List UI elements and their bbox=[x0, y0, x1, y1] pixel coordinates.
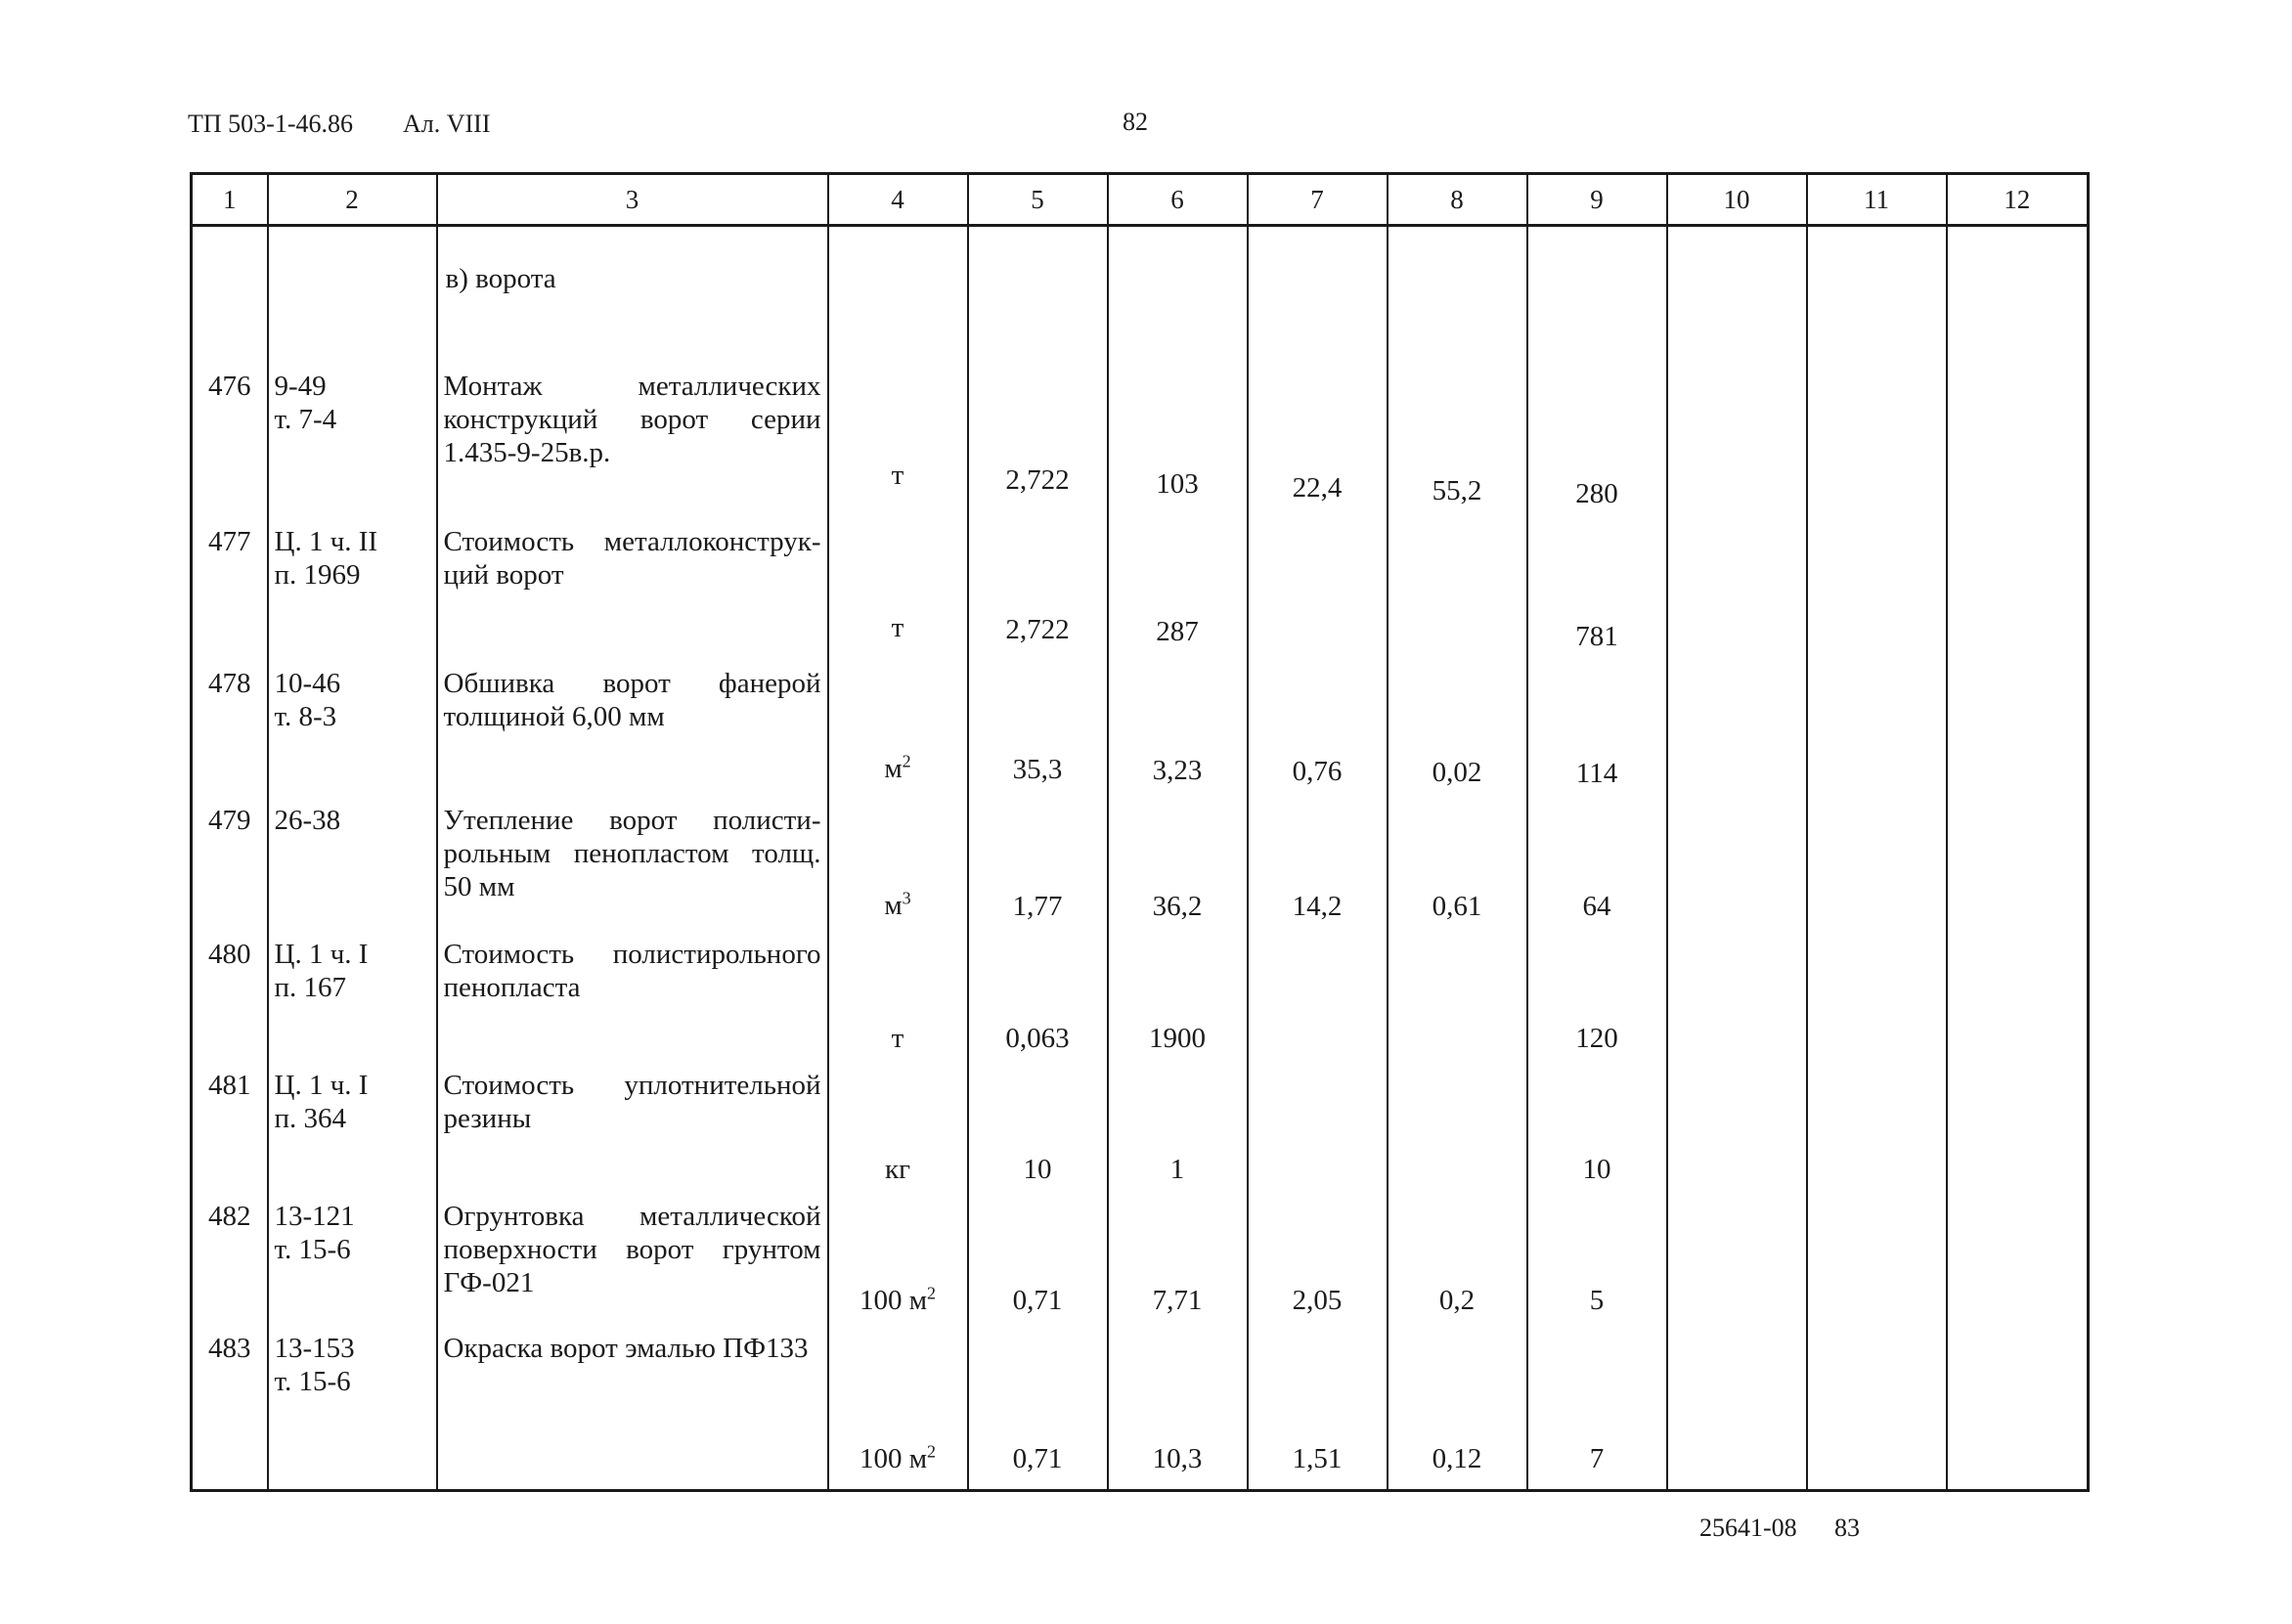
work-description: Утепление ворот полисти-рольным пенопластом толщ. 50 мм bbox=[437, 804, 828, 937]
row-number: 476 bbox=[192, 370, 268, 524]
machines bbox=[1388, 1069, 1527, 1200]
total-cost bbox=[1527, 938, 1667, 1069]
table-row bbox=[192, 1200, 2089, 1331]
machines-value: 0,12 bbox=[1432, 1442, 1482, 1474]
header-row bbox=[192, 174, 2089, 226]
quantity-value: 2,722 bbox=[1005, 464, 1070, 497]
quantity-value: 10 bbox=[1023, 1153, 1052, 1185]
total-cost-value: 5 bbox=[1589, 1285, 1605, 1317]
work-description: Стоимость уплотнительной резины bbox=[437, 1069, 828, 1200]
norm-reference bbox=[268, 804, 437, 937]
empty-cell bbox=[1947, 525, 2089, 667]
column-header: 12 bbox=[1947, 174, 2089, 226]
unit-cost bbox=[1108, 525, 1248, 667]
row-number: 480 bbox=[192, 938, 268, 1069]
unit-value: 100 $м^2$ bbox=[859, 1440, 937, 1474]
norm-reference bbox=[268, 525, 437, 667]
row-number: 477 bbox=[192, 525, 268, 667]
empty-cell bbox=[1807, 804, 1947, 937]
column-header: 7 bbox=[1248, 174, 1388, 226]
empty-cell bbox=[1947, 1200, 2089, 1331]
unit bbox=[828, 370, 968, 524]
machines-value: 0,61 bbox=[1432, 891, 1482, 923]
page-number: 82 bbox=[1123, 108, 1148, 136]
unit-cost bbox=[1108, 667, 1248, 804]
quantity-value: 2,722 bbox=[1005, 613, 1070, 645]
empty-cell bbox=[1807, 1069, 1947, 1200]
unit-cost-value: 3,23 bbox=[1152, 755, 1203, 787]
table-row bbox=[192, 370, 2089, 524]
wages-value: 2,05 bbox=[1292, 1285, 1343, 1317]
table-row bbox=[192, 1332, 2089, 1491]
wages bbox=[1248, 667, 1388, 804]
wages bbox=[1248, 1332, 1388, 1491]
column-header: 4 bbox=[828, 174, 968, 226]
wages-value: 0,76 bbox=[1292, 756, 1343, 788]
total-cost-value: 781 bbox=[1575, 620, 1618, 652]
norm-reference-line2: т. 15-6 bbox=[274, 1365, 351, 1397]
section-row bbox=[192, 226, 2089, 371]
column-header: 9 bbox=[1527, 174, 1667, 226]
empty-cell bbox=[1947, 370, 2089, 524]
estimate-table bbox=[190, 172, 2090, 1492]
norm-reference bbox=[268, 370, 437, 524]
norm-reference-line2: т. 15-6 bbox=[274, 1234, 351, 1266]
norm-reference-line2: п. 167 bbox=[274, 971, 347, 1003]
total-cost-value: 120 bbox=[1575, 1022, 1618, 1054]
row-number: 478 bbox=[192, 667, 268, 804]
unit-cost-value: 103 bbox=[1156, 468, 1199, 501]
empty-cell bbox=[1947, 667, 2089, 804]
norm-reference-line1: 9-49 bbox=[274, 371, 327, 403]
norm-reference-line1: 10-46 bbox=[274, 668, 341, 700]
total-cost-value: 280 bbox=[1575, 478, 1618, 510]
row-number: 482 bbox=[192, 1200, 268, 1331]
total-cost-value: 10 bbox=[1582, 1153, 1611, 1185]
total-cost bbox=[1527, 1069, 1667, 1200]
wages bbox=[1248, 938, 1388, 1069]
empty-cell bbox=[1947, 1069, 2089, 1200]
empty-cell bbox=[1667, 938, 1807, 1069]
unit-cost bbox=[1108, 1332, 1248, 1491]
column-header: 5 bbox=[968, 174, 1108, 226]
table-row bbox=[192, 1069, 2089, 1200]
footer-page: 83 bbox=[1834, 1514, 1860, 1542]
unit-cost bbox=[1108, 1200, 1248, 1331]
row-number: 479 bbox=[192, 804, 268, 937]
unit bbox=[828, 1069, 968, 1200]
unit bbox=[828, 938, 968, 1069]
column-header: 2 bbox=[268, 174, 437, 226]
column-header: 3 bbox=[437, 174, 828, 226]
quantity-value: 1,77 bbox=[1012, 891, 1063, 923]
work-description: Монтаж металлических конструкций ворот серии 1.435-9-25в.р. bbox=[437, 370, 828, 524]
empty-cell bbox=[1807, 370, 1947, 524]
quantity-value: 0,71 bbox=[1012, 1442, 1063, 1474]
quantity bbox=[968, 804, 1108, 937]
column-header: 10 bbox=[1667, 174, 1807, 226]
document-code: ТП 503-1-46.86 bbox=[188, 110, 353, 138]
norm-reference-line2: т. 7-4 bbox=[274, 404, 337, 436]
wages bbox=[1248, 1069, 1388, 1200]
unit-cost-value: 10,3 bbox=[1152, 1442, 1203, 1474]
norm-reference-line2: п. 1969 bbox=[274, 558, 361, 591]
total-cost bbox=[1527, 525, 1667, 667]
unit bbox=[828, 804, 968, 937]
footer-code: 25641-08 bbox=[1699, 1514, 1797, 1542]
wages-value: 1,51 bbox=[1292, 1442, 1343, 1474]
work-description: Стоимость полистирольного пенопласта bbox=[437, 938, 828, 1069]
unit-value: $м^2$ bbox=[884, 751, 911, 785]
total-cost bbox=[1527, 370, 1667, 524]
norm-reference-line1: 13-121 bbox=[274, 1201, 355, 1233]
norm-reference-line1: Ц. 1 ч. I bbox=[274, 1069, 369, 1101]
unit-value: кг bbox=[885, 1153, 910, 1185]
total-cost bbox=[1527, 804, 1667, 937]
unit-cost bbox=[1108, 1069, 1248, 1200]
machines bbox=[1388, 804, 1527, 937]
empty-cell bbox=[1667, 1332, 1807, 1491]
unit-exponent: 3 bbox=[902, 888, 911, 908]
norm-reference-line1: 26-38 bbox=[274, 805, 341, 837]
unit-exponent: 2 bbox=[927, 1283, 937, 1303]
quantity-value: 0,063 bbox=[1005, 1022, 1070, 1054]
unit-cost-value: 1 bbox=[1169, 1153, 1185, 1185]
unit-cost bbox=[1108, 938, 1248, 1069]
table-row bbox=[192, 938, 2089, 1069]
unit-value: т bbox=[891, 460, 904, 492]
empty-cell bbox=[1807, 525, 1947, 667]
unit bbox=[828, 525, 968, 667]
unit-exponent: 2 bbox=[927, 1440, 937, 1461]
wages-value: 14,2 bbox=[1292, 891, 1343, 923]
work-description: Стоимость металлоконструк-ций ворот bbox=[437, 525, 828, 667]
unit-value: т bbox=[891, 1022, 904, 1054]
norm-reference bbox=[268, 1069, 437, 1200]
empty-cell bbox=[1667, 1200, 1807, 1331]
quantity-value: 0,71 bbox=[1012, 1285, 1063, 1317]
empty-cell bbox=[1667, 525, 1807, 667]
quantity bbox=[968, 667, 1108, 804]
norm-reference bbox=[268, 1332, 437, 1491]
empty-cell bbox=[1667, 370, 1807, 524]
quantity bbox=[968, 938, 1108, 1069]
empty-cell bbox=[1667, 667, 1807, 804]
unit-cost bbox=[1108, 804, 1248, 937]
machines-value: 0,2 bbox=[1438, 1285, 1476, 1317]
norm-reference bbox=[268, 938, 437, 1069]
unit-value: $м^3$ bbox=[884, 888, 911, 922]
wages bbox=[1248, 804, 1388, 937]
quantity bbox=[968, 370, 1108, 524]
quantity bbox=[968, 1332, 1108, 1491]
quantity bbox=[968, 1200, 1108, 1331]
machines bbox=[1388, 938, 1527, 1069]
machines bbox=[1388, 1200, 1527, 1331]
row-number: 483 bbox=[192, 1332, 268, 1491]
wages bbox=[1248, 1200, 1388, 1331]
empty-cell bbox=[1807, 1332, 1947, 1491]
norm-reference bbox=[268, 1200, 437, 1331]
total-cost bbox=[1527, 1332, 1667, 1491]
unit bbox=[828, 1200, 968, 1331]
empty-cell bbox=[1807, 1200, 1947, 1331]
machines-value: 0,02 bbox=[1432, 757, 1482, 789]
empty-cell bbox=[1807, 667, 1947, 804]
norm-reference bbox=[268, 667, 437, 804]
total-cost-value: 7 bbox=[1589, 1442, 1605, 1474]
empty-cell bbox=[1807, 938, 1947, 1069]
column-header: 11 bbox=[1807, 174, 1947, 226]
section-label: в) ворота bbox=[437, 226, 828, 371]
column-header: 8 bbox=[1388, 174, 1527, 226]
wages bbox=[1248, 525, 1388, 667]
unit-cost-value: 7,71 bbox=[1152, 1285, 1203, 1317]
table-row bbox=[192, 667, 2089, 804]
empty-cell bbox=[1947, 804, 2089, 937]
machines bbox=[1388, 1332, 1527, 1491]
quantity-value: 35,3 bbox=[1012, 754, 1063, 786]
column-header: 6 bbox=[1108, 174, 1248, 226]
work-description: Окраска ворот эмалью ПФ133 bbox=[437, 1332, 828, 1491]
machines-value: 55,2 bbox=[1432, 475, 1482, 507]
empty-cell bbox=[1947, 1332, 2089, 1491]
norm-reference-line2: п. 364 bbox=[274, 1102, 347, 1134]
quantity bbox=[968, 1069, 1108, 1200]
empty-cell bbox=[1667, 1069, 1807, 1200]
unit-cost bbox=[1108, 370, 1248, 524]
column-header: 1 bbox=[192, 174, 268, 226]
machines bbox=[1388, 525, 1527, 667]
total-cost bbox=[1527, 1200, 1667, 1331]
norm-reference-line1: Ц. 1 ч. II bbox=[274, 525, 378, 557]
unit-cost-value: 1900 bbox=[1149, 1022, 1206, 1054]
work-description: Обшивка ворот фанерой толщиной 6,00 мм bbox=[437, 667, 828, 804]
row-number: 481 bbox=[192, 1069, 268, 1200]
work-description: Огрунтовка металлической поверхности ворот грунтом ГФ-021 bbox=[437, 1200, 828, 1331]
wages-value: 22,4 bbox=[1292, 472, 1343, 505]
table-row bbox=[192, 525, 2089, 667]
unit-cost-value: 287 bbox=[1156, 615, 1199, 647]
unit bbox=[828, 1332, 968, 1491]
empty-cell bbox=[1947, 938, 2089, 1069]
quantity bbox=[968, 525, 1108, 667]
album-sheet: Ал. VIII bbox=[403, 110, 491, 138]
unit-exponent: 2 bbox=[902, 751, 911, 771]
wages bbox=[1248, 370, 1388, 524]
machines bbox=[1388, 370, 1527, 524]
norm-reference-line1: Ц. 1 ч. I bbox=[274, 938, 369, 970]
norm-reference-line2: т. 8-3 bbox=[274, 701, 337, 733]
norm-reference-line1: 13-153 bbox=[274, 1332, 355, 1364]
unit-value: 100 $м^2$ bbox=[859, 1283, 937, 1317]
unit-value: т bbox=[891, 611, 904, 643]
total-cost bbox=[1527, 667, 1667, 804]
total-cost-value: 114 bbox=[1575, 758, 1618, 790]
unit bbox=[828, 667, 968, 804]
table-row bbox=[192, 804, 2089, 937]
unit-cost-value: 36,2 bbox=[1152, 891, 1203, 923]
machines bbox=[1388, 667, 1527, 804]
total-cost-value: 64 bbox=[1582, 891, 1611, 923]
empty-cell bbox=[1667, 804, 1807, 937]
